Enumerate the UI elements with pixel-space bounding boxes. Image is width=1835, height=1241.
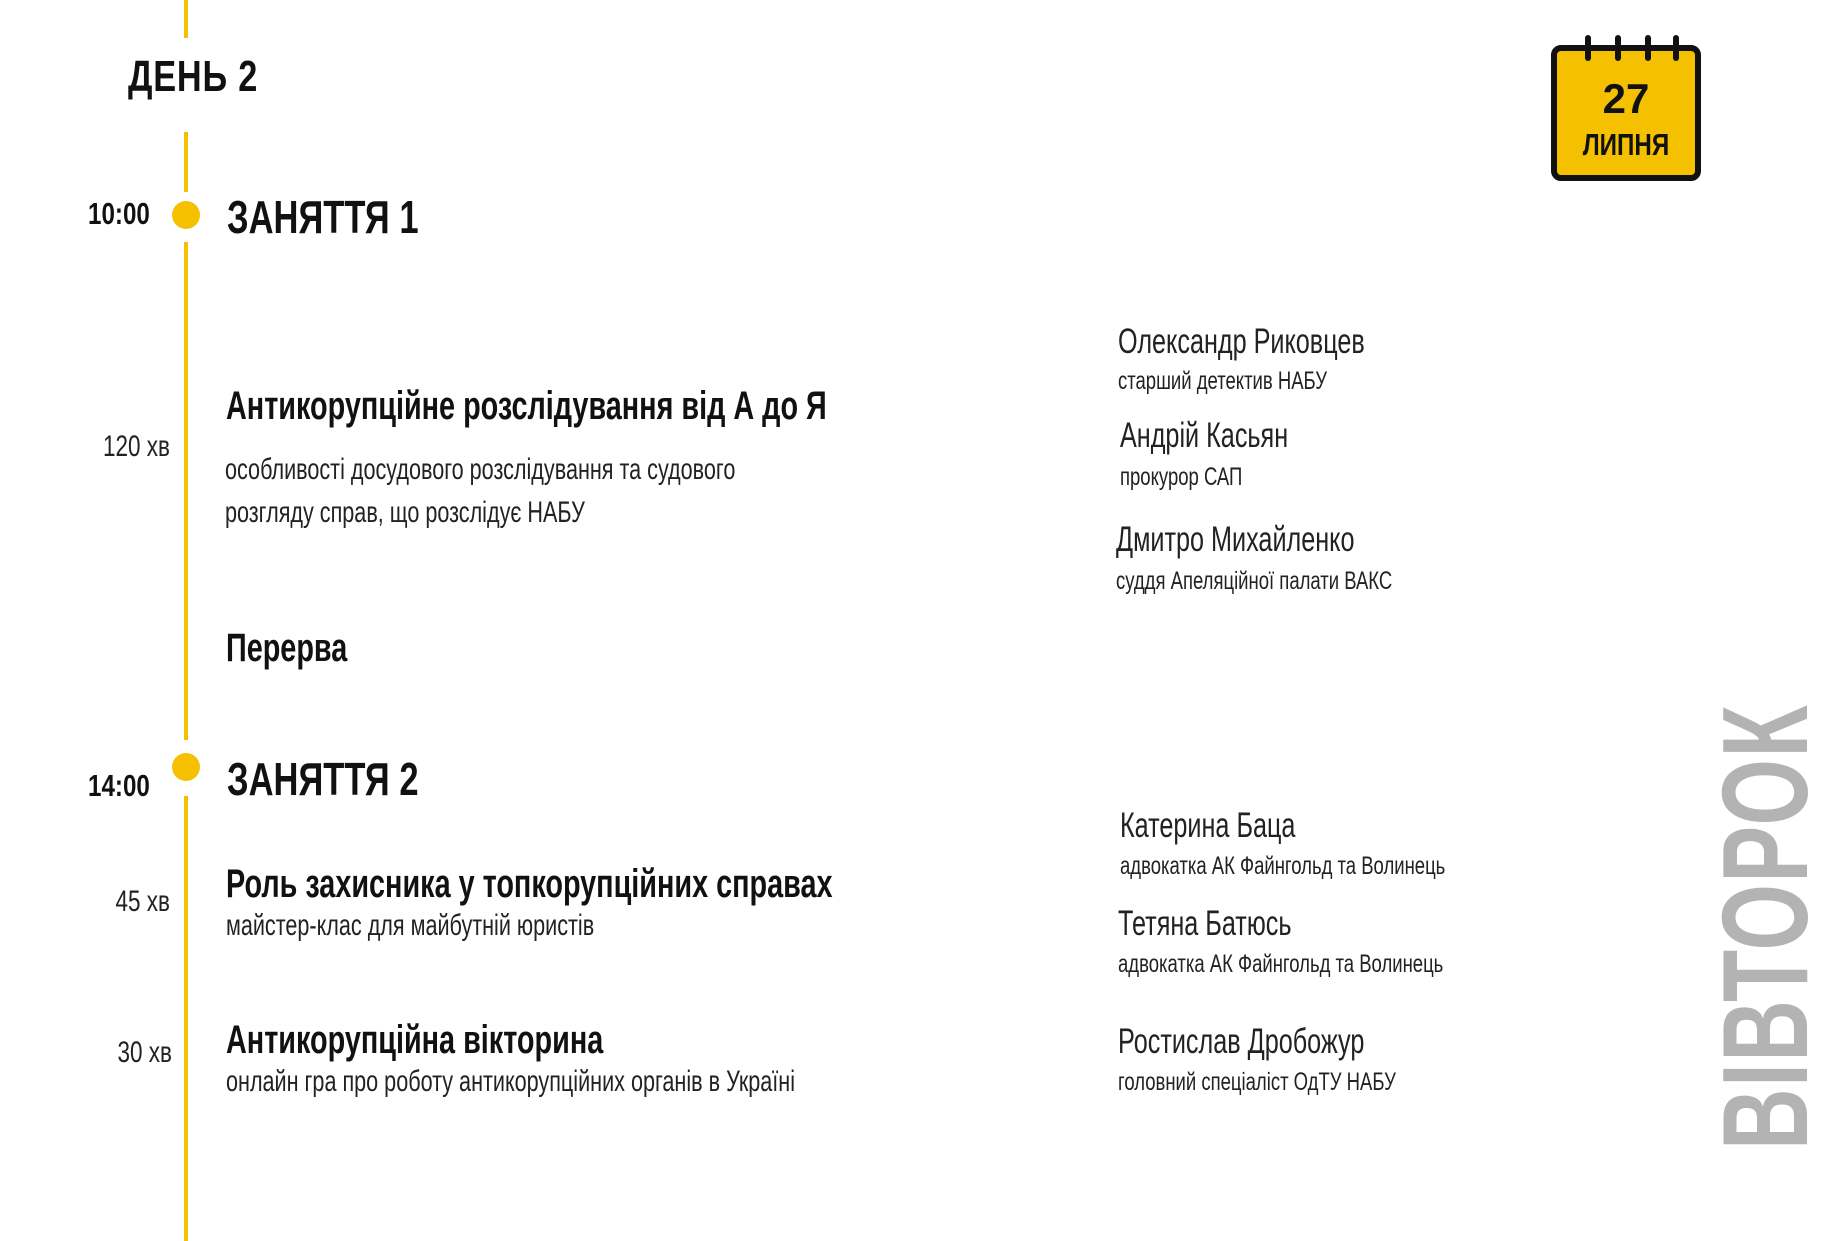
item-2-duration: 45 хв [115, 885, 170, 918]
timeline-line-middle [184, 242, 188, 740]
calendar-day: 27 [1602, 75, 1650, 122]
timeline-dot-session-1 [172, 201, 200, 229]
speaker-role: адвокатка АК Файнгольд та Волинець [1118, 950, 1444, 978]
item-1-description-line: розгляду справ, що розслідує НАБУ [225, 496, 585, 529]
item-2-title: Роль захисника у топкорупційних справах [226, 862, 833, 906]
speaker-role: прокурор САП [1120, 463, 1243, 491]
item-3-description [226, 1060, 795, 1103]
speaker-name: Катерина Баца [1120, 806, 1296, 845]
item-3-title: Антикорупційна вікторина [226, 1018, 604, 1062]
speaker-role: старший детектив НАБУ [1118, 367, 1328, 395]
item-1-description [225, 448, 735, 534]
item-2-description-line: майстер-клас для майбутній юристів [226, 909, 595, 942]
item-2-description [226, 904, 594, 947]
speaker-role: суддя Апеляційної палати ВАКС [1116, 567, 1393, 595]
calendar-ring [1585, 35, 1591, 61]
speaker-name: Дмитро Михайленко [1116, 520, 1355, 559]
timeline-dot-session-2 [172, 753, 200, 781]
weekday-label: ВІВТОРОК [1697, 704, 1833, 1150]
item-3-description-line: онлайн гра про роботу антикорупційних органів в Україні [226, 1065, 796, 1098]
speaker-name: Олександр Риковцев [1118, 322, 1365, 361]
calendar-month: ЛИПНЯ [1582, 127, 1670, 162]
session-2-title: ЗАНЯТТЯ 2 [227, 753, 419, 805]
session-2-time: 14:00 [88, 768, 150, 803]
item-1-description-line: особливості досудового розслідування та судового [225, 453, 736, 486]
timeline-line-bottom [184, 796, 188, 1241]
speaker-name: Тетяна Батюсь [1118, 904, 1292, 943]
calendar-ring [1673, 35, 1679, 61]
calendar-ring [1645, 35, 1651, 61]
break-label: Перерва [226, 626, 348, 670]
speaker-role: головний спеціаліст ОдТУ НАБУ [1118, 1068, 1396, 1096]
item-1-title: Антикорупційне розслідування від А до Я [226, 384, 827, 428]
speaker-name: Ростислав Дробожур [1118, 1022, 1365, 1061]
calendar-ring [1615, 35, 1621, 61]
speaker-name: Андрій Касьян [1120, 416, 1289, 455]
timeline-line-upper [184, 132, 188, 192]
speaker-role: адвокатка АК Файнгольд та Волинець [1120, 852, 1446, 880]
session-1-time: 10:00 [88, 196, 150, 231]
calendar-icon [1551, 45, 1701, 181]
item-1-duration: 120 хв [103, 430, 170, 463]
session-1-title: ЗАНЯТТЯ 1 [227, 191, 419, 243]
item-3-duration: 30 хв [117, 1036, 172, 1069]
day-title: ДЕНЬ 2 [128, 52, 259, 101]
timeline-line-top [184, 0, 188, 38]
